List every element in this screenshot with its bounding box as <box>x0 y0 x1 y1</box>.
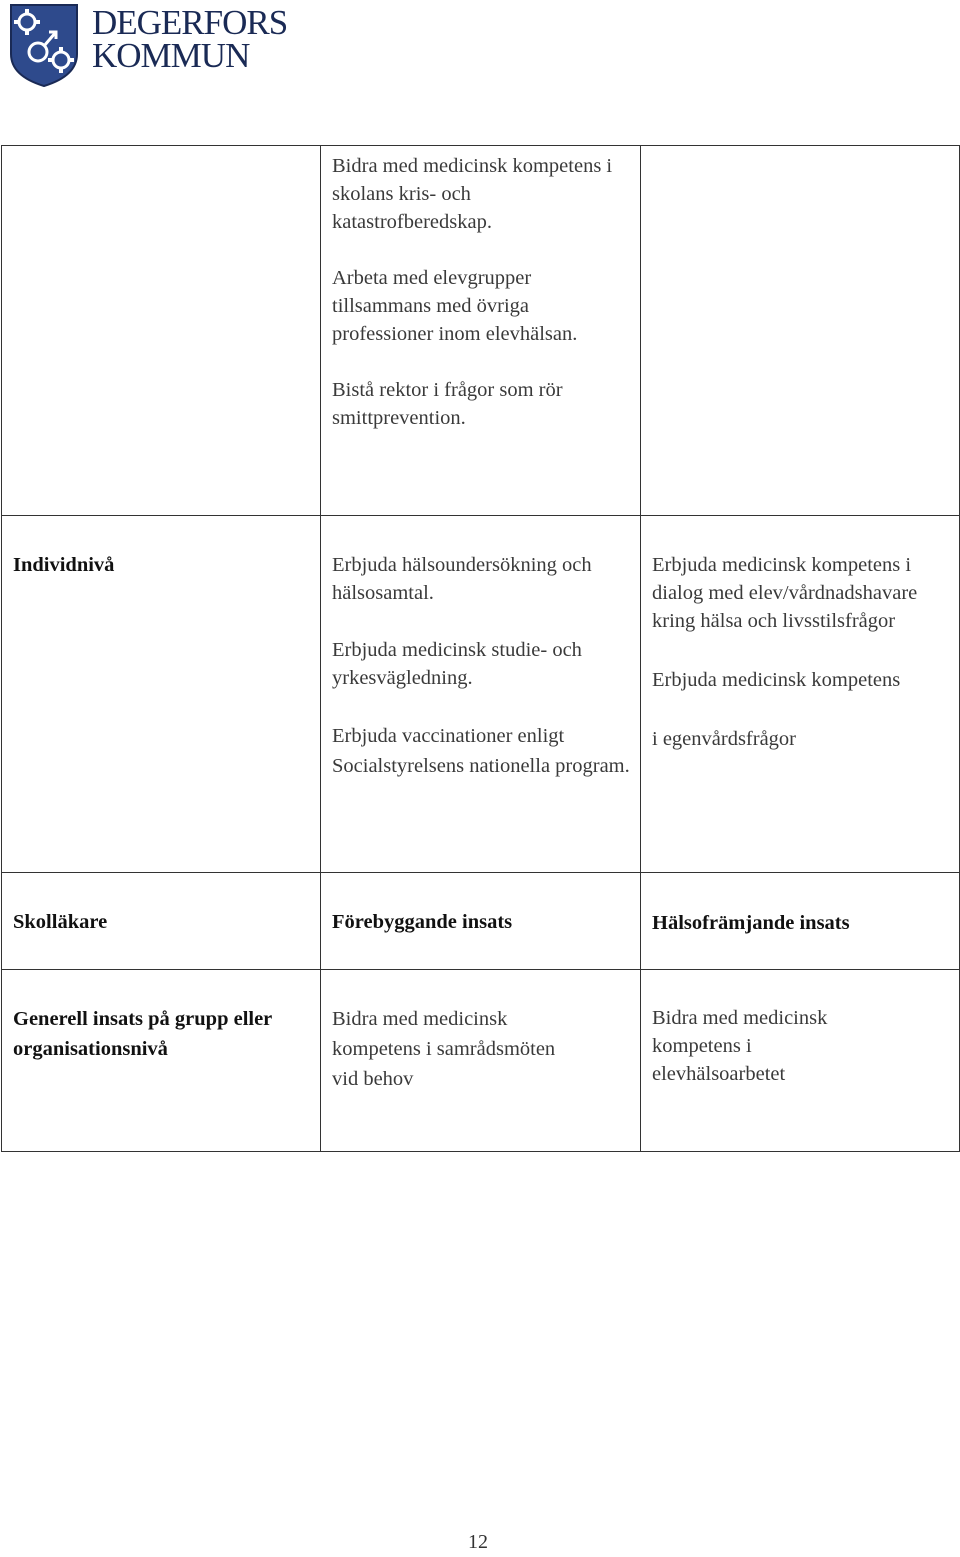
column-heading: Hälsofrämjande insats <box>652 912 850 934</box>
table-cell <box>2 873 321 970</box>
page-number: 12 <box>468 1531 488 1553</box>
column-heading: Skolläkare <box>13 911 108 933</box>
logo-line-2: KOMMUN <box>92 36 250 75</box>
level-label: Generell insats på grupp eller organisationsnivå <box>13 1008 272 1060</box>
cell-paragraph: Bidra med medicinsk kompetens i elevhälsoarbetet <box>652 1007 828 1085</box>
table-cell <box>2 516 321 873</box>
table-row <box>2 516 960 873</box>
cell-paragraph: Erbjuda vaccinationer enligt Socialstyrelsens nationella program. <box>332 725 630 777</box>
cell-paragraph: Arbeta med elevgrupper tillsammans med övriga professioner inom elevhälsan. <box>332 267 578 345</box>
table-cell <box>321 516 641 873</box>
table-cell <box>641 146 960 516</box>
cell-paragraph: Bidra med medicinsk kompetens i skolans kris- och katastrofberedskap. <box>332 155 613 233</box>
table-cell <box>641 516 960 873</box>
table-cell <box>321 873 641 970</box>
table-cell <box>641 873 960 970</box>
table-row <box>2 970 960 1152</box>
column-heading: Förebyggande insats <box>332 911 513 933</box>
table-cell <box>641 970 960 1152</box>
table-cell <box>2 146 321 516</box>
logo-line-1: DEGERFORS <box>92 3 288 42</box>
table-cell <box>321 146 641 516</box>
cell-paragraph: Erbjuda hälsoundersökning och hälsosamtal. <box>332 554 592 604</box>
cell-paragraph: i egenvårdsfrågor <box>652 728 797 750</box>
row1-col1-text <box>2 146 320 152</box>
table-row <box>2 146 960 516</box>
table-cell <box>321 970 641 1152</box>
level-label: Individnivå <box>13 554 115 576</box>
logo-wordmark <box>92 3 288 75</box>
cell-paragraph: Erbjuda medicinsk studie- och yrkesvägledning. <box>332 639 582 689</box>
coat-of-arms-icon <box>8 2 80 88</box>
responsibility-table <box>1 145 960 1152</box>
municipality-logo <box>8 2 298 88</box>
table-row <box>2 873 960 970</box>
cell-paragraph: Erbjuda medicinsk kompetens <box>652 669 901 691</box>
cell-paragraph: Bidra med medicinsk kompetens i samrådsmöten vid behov <box>332 1008 556 1090</box>
row1-col3-text <box>641 146 959 152</box>
table-cell <box>2 970 321 1152</box>
cell-paragraph: Bistå rektor i frågor som rör smittprevention. <box>332 379 563 429</box>
cell-paragraph: Erbjuda medicinsk kompetens i dialog med elev/vårdnadshavare kring hälsa och livsstilsfrågor <box>652 554 918 632</box>
